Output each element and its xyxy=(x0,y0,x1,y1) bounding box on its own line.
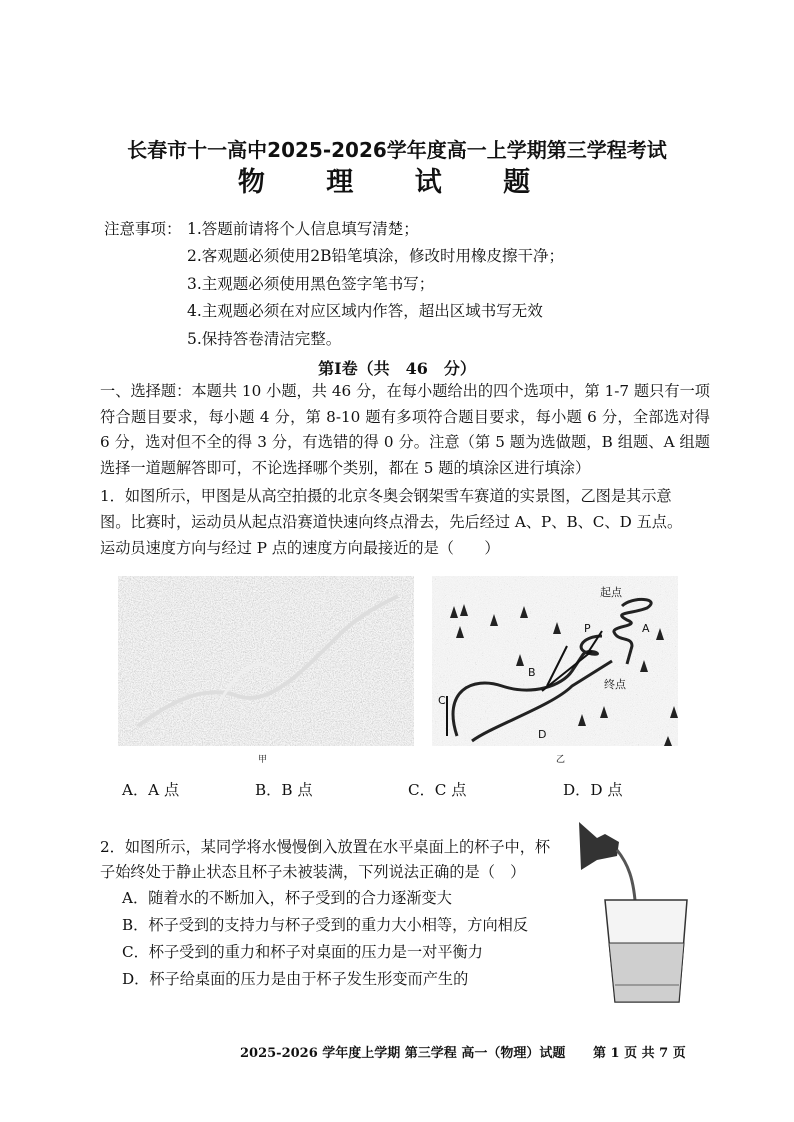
note-item: 5.保持答卷清洁完整。 xyxy=(187,330,342,348)
question-text: 1．如图所示，甲图是从高空拍摄的北京冬奥会钢架雪车赛道的实景图，乙图是其示意 xyxy=(100,487,672,505)
notes-label: 注意事项： xyxy=(104,220,182,238)
option-a[interactable]: A．A 点 xyxy=(122,781,180,799)
figure-caption-right: 乙 xyxy=(556,755,566,765)
option-a[interactable]: A．随着水的不断加入，杯子受到的合力逐渐变大 xyxy=(122,889,452,907)
label-end: 终点 xyxy=(604,678,626,691)
question-text: 图。比赛时，运动员从起点沿赛道快速向终点滑去，先后经过 A、P、B、C、D 五点。 xyxy=(100,513,683,531)
label-b: B xyxy=(528,666,536,679)
label-a: A xyxy=(642,622,650,635)
pouring-water-figure xyxy=(577,820,693,1008)
footer-exam: 2025-2026 学年度上学期 第三学程 高一（物理）试题 xyxy=(240,1046,566,1061)
exam-title: 长春市十一高中2025-2026学年度高一上学期第三学程考试 xyxy=(127,138,667,162)
footer-page: 第 1 页 共 7 页 xyxy=(593,1046,686,1061)
note-item: 2.客观题必须使用2B铅笔填涂，修改时用橡皮擦干净； xyxy=(187,247,565,265)
track-diagram xyxy=(432,576,678,746)
label-c: C xyxy=(438,694,446,707)
question-text: 运动员速度方向与经过 P 点的速度方向最接近的是（ ） xyxy=(100,539,500,557)
option-d[interactable]: D．杯子给桌面的压力是由于杯子发生形变而产生的 xyxy=(122,970,469,988)
label-d: D xyxy=(538,728,547,741)
option-c[interactable]: C．C 点 xyxy=(408,781,467,799)
label-p: P xyxy=(584,622,591,635)
question-text: 子始终处于静止状态且杯子未被装满，下列说法正确的是（ ） xyxy=(100,863,526,881)
option-b[interactable]: B．B 点 xyxy=(255,781,313,799)
note-item: 1.答题前请将个人信息填写清楚； xyxy=(187,220,419,238)
option-c[interactable]: C．杯子受到的重力和杯子对桌面的压力是一对平衡力 xyxy=(122,943,483,961)
figure-caption-left: 甲 xyxy=(258,755,268,765)
aerial-photo xyxy=(118,576,414,746)
section-instructions: 一、选择题：本题共 10 小题，共 46 分，在每小题给出的四个选项中，第 1-7 题只有一项符合题目要求，每小题 4 分，第 8-10 题有多项符合题目要求，每小题 6 分，全部选对得 6 分，选对但不全的得 3 分，有选错的得 0 分。注意（第 5 题为选做题，B 组题、A 组题选择一道题解答即可，不论选择哪个类别，都在 5 题的填涂区进行填涂） xyxy=(100,382,710,477)
note-item: 4.主观题必须在对应区域内作答，超出区域书写无效 xyxy=(187,302,543,320)
note-item: 3.主观题必须使用黑色签字笔书写； xyxy=(187,275,435,293)
option-d[interactable]: D．D 点 xyxy=(563,781,623,799)
question-text: 2．如图所示，某同学将水慢慢倒入放置在水平桌面上的杯子中，杯 xyxy=(100,838,551,856)
label-start: 起点 xyxy=(600,586,622,599)
section-heading: 第Ⅰ卷（共 46 分） xyxy=(318,359,476,378)
option-b[interactable]: B．杯子受到的支持力与杯子受到的重力大小相等，方向相反 xyxy=(122,916,529,934)
subject-title: 物 理 试 题 xyxy=(237,167,557,198)
